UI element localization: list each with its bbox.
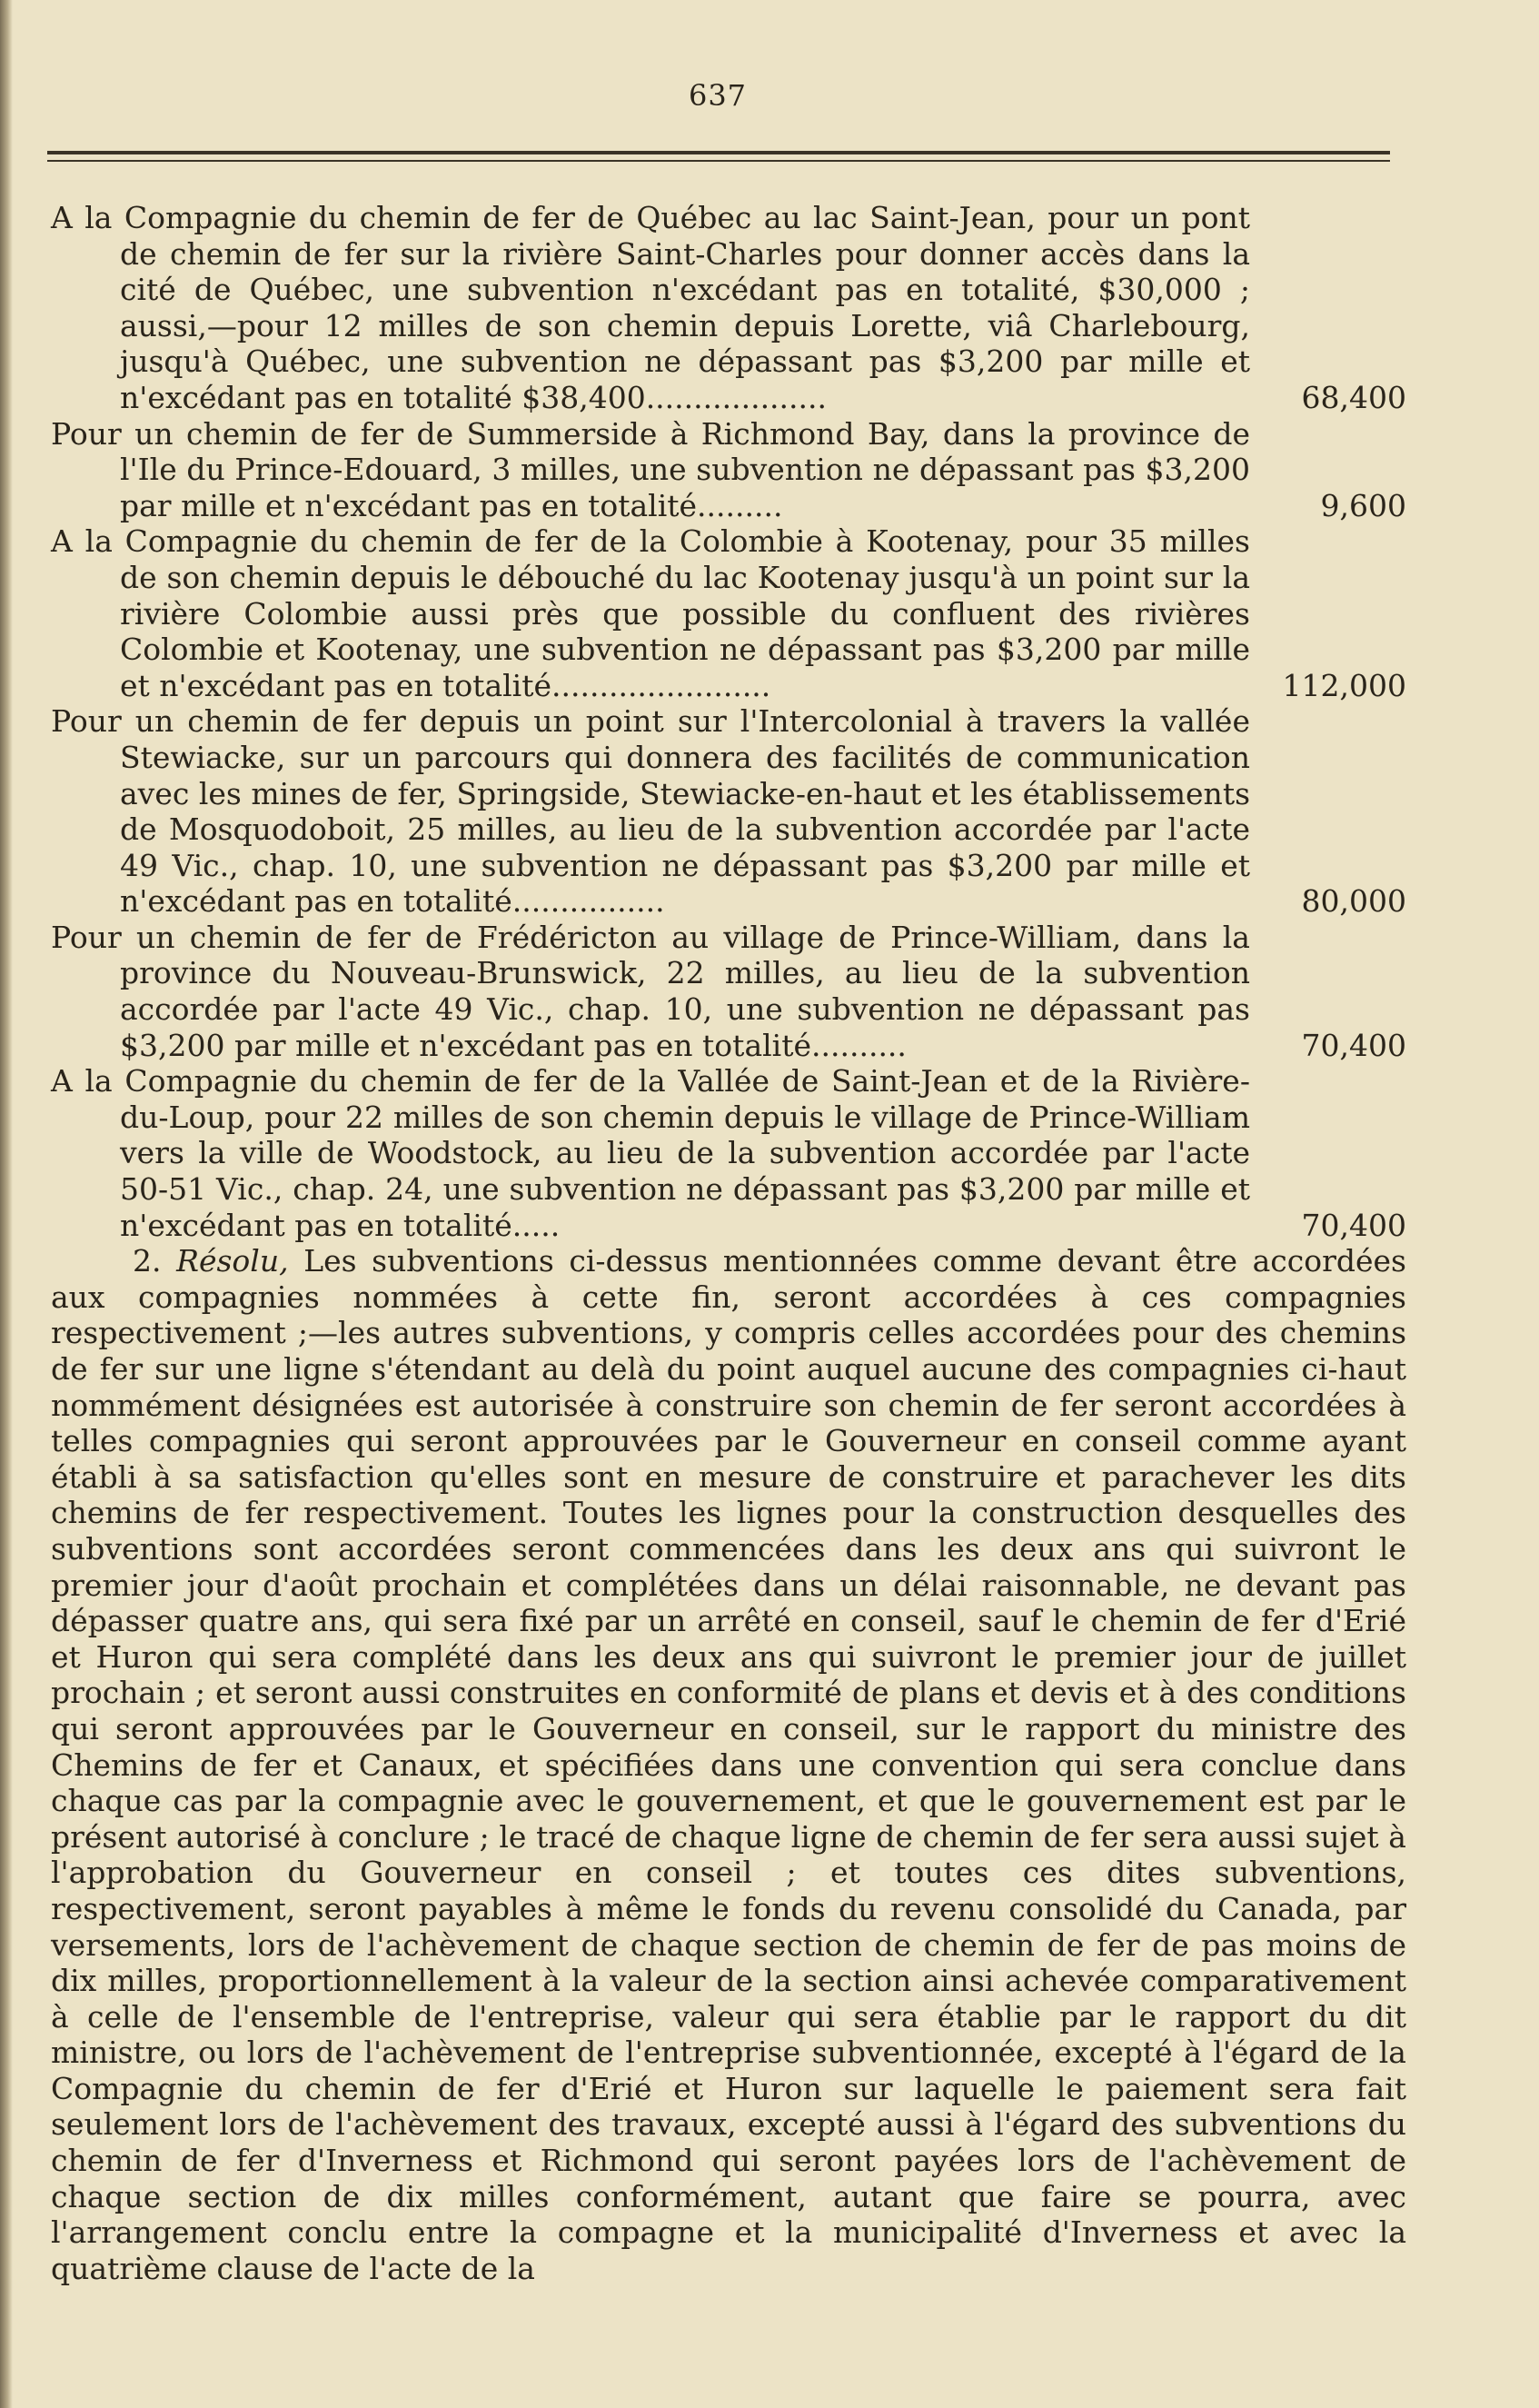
entry-amount: 112,000 [1282, 667, 1406, 703]
page-body [51, 200, 1406, 2286]
header-rule-thin [47, 160, 1390, 162]
header-rule-thick [47, 151, 1390, 154]
entry-text: A la Compagnie du chemin de fer de Québec au lac Saint-Jean, pour un pont de chemin de fer sur la rivière Saint-Charles pour donner accès dans la cité de Québec, une subvention n'excédant pas en totalité, $30,000 ; aussi,—pour 12 milles de son chemin depuis Lorette, viâ Charlebourg, jusqu'à Québec, une subvention ne dépassant pas $3,200 par mille et n'excédant pas en totalité $38,400................... [51, 200, 1250, 415]
subsidy-entry-1 [51, 200, 1406, 416]
entry-text: Pour un chemin de fer depuis un point sur l'Intercolonial à travers la vallée Stewiacke, sur un parcours qui donnera des facilités de communication avec les mines de fer, Springside, Stewiacke-en-haut et les établissements de Mosquodoboit, 25 milles, au lieu de la subvention accordée par l'acte 49 Vic., chap. 10, une subvention ne dépassant pas $3,200 par mille et n'excédant pas en totalité................ [51, 703, 1251, 920]
entry-amount: 68,400 [1301, 379, 1406, 415]
entry-text: A la Compagnie du chemin de fer de la Vallée de Saint-Jean et de la Rivière-du-Loup, pour 22 milles de son chemin depuis le village de Prince-William vers la ville de Woodstock, au lieu de la subvention accordée par l'acte 50-51 Vic., chap. 24, une subvention ne dépassant pas $3,200 par mille et n'excédant pas en totalité..... [51, 1063, 1250, 1243]
page-edge [0, 0, 13, 2408]
entry-text: Pour un chemin de fer de Summerside à Richmond Bay, dans la province de l'Ile du Prince-Edouard, 3 milles, une subvention ne dépassant pas $3,200 par mille et n'excédant pas en totalité......... [51, 415, 1250, 523]
entry-amount: 70,400 [1301, 1027, 1406, 1063]
resolution-lead: Résolu, [176, 1243, 289, 1279]
subsidy-entry-4 [51, 703, 1406, 920]
entry-amount: 80,000 [1301, 883, 1406, 920]
entry-amount: 9,600 [1320, 487, 1406, 523]
resolution-paragraph [51, 1243, 1406, 2286]
subsidy-entry-2 [51, 416, 1406, 524]
resolution-text: Les subventions ci-dessus mentionnées comme devant être accordées aux compagnies nommées à cette fin, seront accordées à ces compagnies respectivement ;—les autres subventions, y compris celles accordées pour des chemins de fer sur une ligne s'étendant au delà du point auquel aucune des compagnies ci-haut nommément désignées est autorisée à construire son chemin de fer seront accordées à telles compagnies qui seront approuvées par le Gouverneur en conseil comme ayant établi à sa satisfaction qu'elles sont en mesure de construire et parachever les dits chemins de fer respectivement. Toutes les lignes pour la construction desquelles des subventions sont accordées seront commencées dans les deux ans qui suivront le premier jour d'août prochain et complétées dans un délai raisonnable, ne devant pas dépasser quatre ans, qui sera fixé par un arrêté en conseil, sauf le chemin de fer d'Erié et Huron qui sera complété dans les deux ans qui suivront le premier jour de juillet prochain ; et seront aussi construites en conformité de plans et devis et à des conditions qui seront approuvées par le Gouverneur en conseil, sur le rapport du ministre des Chemins de fer et Canaux, et spécifiées dans une convention qui sera conclue dans chaque cas par la compagnie avec le gouvernement, et que le gouvernement est par le présent autorisé à conclure ; le tracé de chaque ligne de chemin de fer sera aussi sujet à l'approbation du Gouverneur en conseil ; et toutes ces dites subventions, respectivement, seront payables à même le fonds du revenu consolidé du Canada, par versements, lors de l'achèvement de chaque section de chemin de fer de pas moins de dix milles, proportionnellement à la valeur de la section ainsi achevée comparativement à celle de l'ensemble de l'entreprise, valeur qui sera établie par le rapport du dit ministre, ou lors de l'achèvement de l'entreprise subventionnée, excepté à l'égard de la Compagnie du chemin de fer d'Erié et Huron sur laquelle le paiement sera fait seulement lors de l'achèvement des travaux, excepté aussi à l'égard des subventions du chemin de fer d'Inverness et Richmond qui seront payées lors de l'achèvement de chaque section de dix milles conformément, autant que faire se pourra, avec l'arrangement conclu entre la compagne et la municipalité d'Inverness et avec la quatrième clause de l'acte de la [51, 1243, 1406, 2286]
subsidy-entry-5 [51, 920, 1406, 1063]
entry-text: A la Compagnie du chemin de fer de la Colombie à Kootenay, pour 35 milles de son chemin depuis le débouché du lac Kootenay jusqu'à un point sur la rivière Colombie aussi près que possible du confluent des rivières Colombie et Kootenay, une subvention ne dépassant pas $3,200 par mille et n'excédant pas en totalité....................... [51, 523, 1250, 703]
subsidy-entry-3 [51, 523, 1406, 703]
resolution-number: 2. [133, 1243, 162, 1279]
page-number: 637 [688, 78, 748, 113]
entry-text: Pour un chemin de fer de Frédéricton au village de Prince-William, dans la province du Nouveau-Brunswick, 22 milles, au lieu de la subvention accordée par l'acte 49 Vic., chap. 10, une subvention ne dépassant pas $3,200 par mille et n'excédant pas en totalité.......... [51, 919, 1250, 1063]
subsidy-entry-6 [51, 1063, 1406, 1243]
entry-amount: 70,400 [1301, 1207, 1406, 1243]
